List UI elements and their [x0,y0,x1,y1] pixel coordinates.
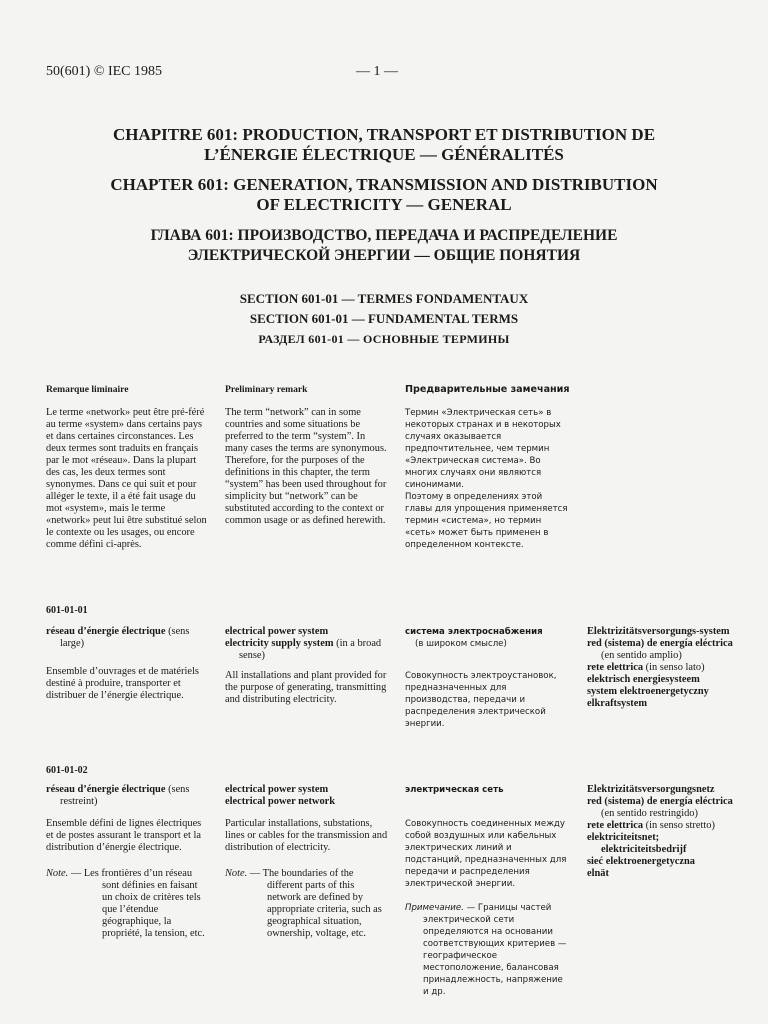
chapter-title-en [40,175,728,215]
entry1-en [225,626,390,706]
chapter-title-en-line1: CHAPTER 601: GENERATION, TRANSMISSION AND DISTRIBUTION [110,175,658,194]
entry2-ru-note-label: Примечание. [405,903,464,913]
entry2-other-qual-3: (in senso stretto) [645,820,715,831]
remark-fr-heading: Remarque liminaire [46,384,129,395]
entry1-en-term-1: electrical power system [225,626,329,637]
entry2-ru-note [405,902,570,998]
remark-en-text-1: The term “network” can in some countries and some situations be preferred to the term “system”. In many cases the terms are synonymous. [225,407,387,454]
entry1-en-term-2: electricity supply system [225,638,334,649]
entry2-en [225,784,390,940]
entry-number-601-01-02: 601-01-02 [46,765,88,776]
remark-fr-text: Le terme «network» peut être pré-féré au terme «system» dans certains pays et dans certaines circonstances. Les deux termes sont traduits en français par le mot «réseau». Dans la plupart des cas, les deux termes sont synonymes. Dans ce qui suit et pour alléger le texte, il a été fait usage du mot «system», mais le terme «network» peut lui être substitué selon le contexte ou les usages, ou encore comme défini ci-après. [46,407,207,550]
entry1-ru-term: система электроснабжения [405,627,543,637]
entry2-en-term-2: electrical power network [225,796,336,807]
entry1-other-qual-2: (en sentido amplio) [601,650,682,661]
entry2-other-term-6: elnät [587,868,609,879]
chapter-title-fr [40,125,728,165]
remark-fr [46,384,210,551]
entry2-en-note-text: — The boundaries of the different parts of this network are defined by appropriate criteria, such as geographical situation, ownership, voltage, etc. [249,868,382,939]
remark-ru-text-2: Поэтому в определениях этой главы для упрощения применяется термин «система», но термин «сеть» может быть применен в определенном контексте. [405,492,568,550]
entry2-other-term-2: red (sistema) de energía eléctrica [587,796,733,807]
section-title-en: SECTION 601-01 — FUNDAMENTAL TERMS [249,311,519,326]
entry2-ru [405,784,570,998]
entry-number-601-01-01: 601-01-01 [46,605,88,616]
entry1-en-definition: All installations and plant provided for the purpose of generating, transmitting and distributing electricity. [225,670,387,705]
remark-ru-text-1: Термин «Электрическая сеть» в некоторых странах и в некоторых случаях оказывается предпочтительнее, чем термин «Электрическая система». Во многих случаях они являются синонимами. [405,408,561,490]
entry2-other-term-3: rete elettrica [587,820,644,831]
remark-ru [405,384,570,551]
entry2-other-languages [587,784,747,880]
chapter-title-ru-line1: ГЛАВА 601: ПРОИЗВОДСТВО, ПЕРЕДАЧА И РАСПРЕДЕЛЕНИЕ [150,227,618,244]
entry2-other-qual-2: (en sentido restringido) [601,808,698,819]
remark-en [225,384,390,527]
entry2-en-term-1: electrical power system [225,784,329,795]
entry2-other-term-1: Elektrizitätsversorgungsnetz [587,784,715,795]
entry2-fr-definition: Ensemble défini de lignes électriques et de postes assurant le transport et la distribution d’énergie électrique. [46,818,202,853]
chapter-title-ru-line2: ЭЛЕКТРИЧЕСКОЙ ЭНЕРГИИ — ОБЩИЕ ПОНЯТИЯ [187,247,581,264]
entry1-en-qualifier: (in a broad sense) [239,638,382,661]
section-title-ru: РАЗДЕЛ 601-01 — ОСНОВНЫЕ ТЕРМИНЫ [258,332,510,346]
entry2-fr-term: réseau d’énergie électrique [46,784,166,795]
entry1-other-languages [587,626,747,710]
entry1-other-term-1: Elektrizitätsversorgungs-system [587,626,730,637]
entry2-fr-note [46,868,210,940]
entry2-fr-note-text: — Les frontières d’un réseau sont définies en faisant un choix de critères tels que l’étendue géographique, la propriété, la tension, etc. [70,868,205,939]
remark-en-text-2: Therefore, for the purposes of the definitions in this chapter, the term “system” has been used throughout for simplicity but “network” can be substituted according to the context or common usage or as defined herewith. [225,455,387,526]
entry1-other-qual-3: (in senso lato) [645,662,705,673]
chapter-title-fr-line2: L’ÉNERGIE ÉLECTRIQUE — GÉNÉRALITÉS [204,145,564,164]
entry2-other-term-5: sieć elektroenergetyczna [587,856,695,867]
document-reference: 50(601) © IEC 1985 [46,64,163,79]
entry2-fr-qualifier: (sens restreint) [60,784,190,807]
entry2-other-term-4: elektriciteitsnet; elektriciteitsbedrijf [587,832,687,855]
section-title-fr: SECTION 601-01 — TERMES FONDAMENTAUX [239,291,529,306]
entry1-other-term-6: elkraftsystem [587,698,648,709]
entry1-fr [46,626,210,702]
remark-en-heading: Preliminary remark [225,384,308,395]
entry2-fr-note-label: Note. [46,868,69,879]
page-number: — 1 — [356,64,398,79]
chapter-title-en-line2: OF ELECTRICITY — GENERAL [256,195,512,214]
entry1-ru-qualifier: (в широком смысле) [415,639,507,649]
entry2-en-note-label: Note. [225,868,248,879]
entry1-fr-term: réseau d’énergie électrique [46,626,166,637]
entry2-ru-note-text: — Границы частей электрической сети определяются на основании соответствующих критериев — географическое местоположение, балансовая принадлежность, напряжение и др. [423,903,567,997]
entry2-ru-definition: Совокупность соединенных между собой воздушных или кабельных электрических линий и подстанций, предназначенных для передачи и распределения электрической энергии. [405,819,567,889]
entry1-ru [405,626,570,730]
entry1-other-term-5: system elektroenergetyczny [587,686,709,697]
entry2-en-note [225,868,390,940]
entry2-en-definition: Particular installations, substations, lines or cables for the transmission and distribution of electricity. [225,818,388,853]
entry1-other-term-2: red (sistema) de energía eléctrica [587,638,733,649]
chapter-title-fr-line1: CHAPITRE 601: PRODUCTION, TRANSPORT ET DISTRIBUTION DE [112,125,656,144]
chapter-title-ru [40,226,728,266]
entry1-fr-definition: Ensemble d’ouvrages et de matériels destiné à produire, transporter et distribuer de l’énergie électrique. [46,666,199,701]
remark-ru-heading: Предварительные замечания [405,384,570,395]
entry2-fr [46,784,210,940]
entry1-other-term-4: elektrisch energiesysteem [587,674,700,685]
entry2-ru-term: электрическая сеть [405,785,504,795]
entry1-ru-definition: Совокупность электроустановок, предназначенных для производства, передачи и распределения электрической энергии. [405,671,557,729]
entry1-fr-qualifier: (sens large) [60,626,190,649]
entry1-other-term-3: rete elettrica [587,662,644,673]
